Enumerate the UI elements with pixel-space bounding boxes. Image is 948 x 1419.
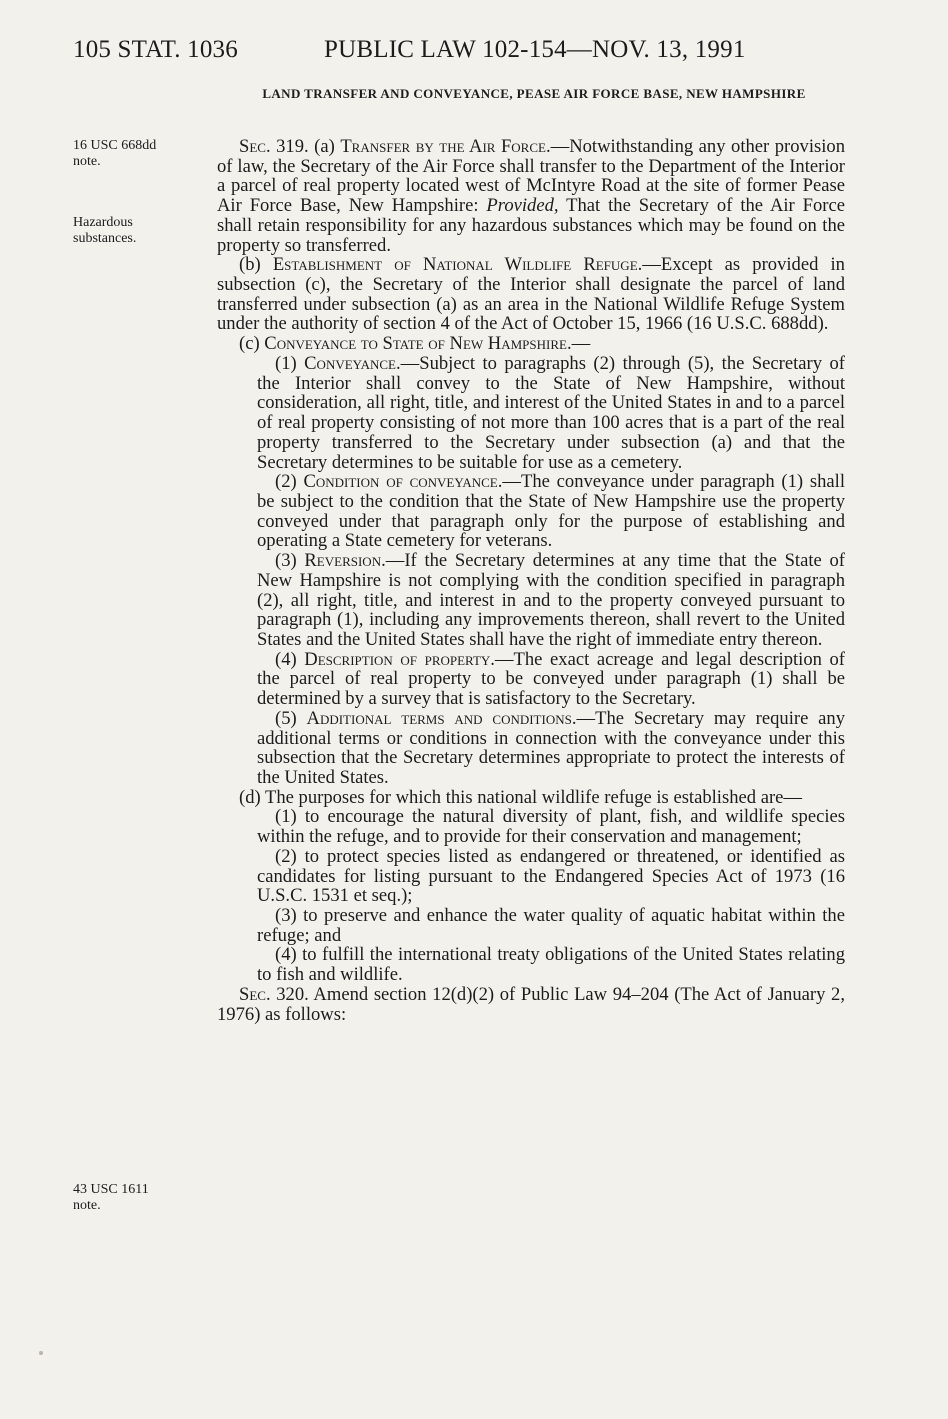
paragraph-label: (5) (275, 707, 307, 729)
section-label: Sec. (239, 136, 271, 157)
subsection-heading: Transfer by the Air Force (340, 136, 546, 157)
margin-note-hazardous (73, 215, 193, 247)
paragraph-319-c1 (217, 354, 845, 472)
paragraph-heading: Condition of conveyance (303, 471, 498, 493)
paragraph-label: (2) (275, 471, 304, 493)
paragraph-319-d4: (4) to fulfill the international treaty obligations of the United States relating to fish and wildlife. (257, 944, 845, 986)
paragraph-319-b (217, 255, 845, 334)
paragraph-heading: Description of property (304, 648, 491, 670)
paragraph-text: 320. Amend section 12(d)(2) of Public Law 94–204 (The Act of January 2, 1976) as follows: (217, 983, 845, 1025)
paragraph-label: (1) (275, 352, 305, 374)
margin-note-line: note. (73, 154, 101, 169)
subsection-label: (b) (239, 254, 273, 276)
paragraph-text: .—Notwithstanding any other provision of law, the Secretary of the Air Force shall transfer to the Department of the Interior a parcel of real property located west of McIntyre Road at the site of former Pease Air Force Base, New Hampshire: (217, 136, 845, 217)
paragraph-text: .—The conveyance under paragraph (1) shall be subject to the condition that the State of New Hampshire use the property conveyed under that paragraph only for the purpose of establishing and operating a State cemetery for veterans. (257, 471, 845, 552)
margin-note-line: substances. (73, 231, 137, 246)
paragraph-319-d3: (3) to preserve and enhance the water quality of aquatic habitat within the refuge; and (257, 905, 845, 946)
paragraph-319-c3 (217, 551, 845, 650)
paragraph-319-a (217, 137, 845, 255)
paragraph-text: .—Except as provided in subsection (c), the Secretary of the Interior shall designate the parcel of land transferred under subsection (a) as an area in the National Wildlife Refuge System under the authority of section 4 of the Act of October 15, 1966 (16 U.S.C. 688dd). (217, 254, 845, 335)
paragraph-label: (4) (275, 648, 305, 670)
section-heading: LAND TRANSFER AND CONVEYANCE, PEASE AIR FORCE BASE, NEW HAMPSHIRE (262, 86, 806, 101)
paragraph-text: .—Subject to paragraphs (2) through (5), the Secretary of the Interior shall convey to the State of New Hampshire, without consideration, all right, title, and interest of the United States in and to a parcel of real property consisting of not more than 100 acres that is a part of the real property transferred to the Secretary under subsection (a) and that the Secretary determines to be suitable for use as a cemetery. (257, 352, 845, 473)
public-law-citation: PUBLIC LAW 102-154—NOV. 13, 1991 (324, 36, 746, 63)
margin-note-line: note. (73, 1198, 101, 1213)
paragraph-319-d: (d) The purposes for which this national wildlife refuge is established are— (239, 786, 802, 808)
subsection-label: (c) (239, 333, 265, 355)
margin-note-line: Hazardous (73, 215, 133, 230)
paragraph-319-c5 (217, 709, 845, 788)
paragraph-319-c2 (217, 472, 845, 551)
scan-speck (39, 1351, 43, 1355)
paragraph-text: .— (566, 333, 591, 355)
subsection-heading: Establishment of National Wildlife Refuge (272, 254, 638, 276)
body-text (217, 137, 845, 1024)
paragraph-319-d1: (1) to encourage the natural diversity of plant, fish, and wildlife species within the refuge, and to provide for their conservation and management; (257, 806, 845, 848)
section-label: Sec. (239, 983, 271, 1005)
paragraph-heading: Reversion (304, 550, 382, 572)
paragraph-319-c4 (217, 650, 845, 709)
paragraph-heading: Additional terms and conditions (306, 707, 572, 729)
paragraph-text: That the Secretary of the Air Force shall retain responsibility for any hazardous substances which may be found on the property so transferred. (217, 195, 845, 256)
margin-note-line: 43 USC 1611 (73, 1182, 149, 1197)
paragraph-text: .—The Secretary may require any additional terms or conditions in connection with the conveyance under this subsection that the Secretary determines appropriate to protect the interests of the United States. (257, 707, 845, 788)
margin-note-usc-668dd (73, 138, 193, 170)
paragraph-319-c (217, 334, 845, 354)
margin-note-line: 16 USC 668dd (73, 138, 157, 153)
paragraph-text: .—The exact acreage and legal description of the parcel of real property to be conveyed under paragraph (1) shall be determined by a survey that is satisfactory to the Secretary. (257, 648, 845, 710)
paragraph-320 (217, 985, 845, 1024)
proviso-word: Provided, (486, 195, 559, 217)
subsection-heading: Conveyance to State of New Hampshire (264, 333, 567, 355)
paragraph-heading: Conveyance (304, 352, 396, 374)
margin-note-usc-1611 (73, 1182, 193, 1214)
paragraph-text: .—If the Secretary determines at any time that the State of New Hampshire is not complying with the condition specified in paragraph (2), all right, title, and interest in and to the property conveyed pursuant to paragraph (1), including any improvements thereon, shall revert to the United States and the United States shall have the right of immediate entry thereon. (257, 550, 845, 650)
paragraph-319-d2: (2) to protect species listed as endangered or threatened, or identified as candidates for listing pursuant to the Endangered Species Act of 1973 (16 U.S.C. 1531 et seq.); (257, 845, 845, 907)
paragraph-label: (3) (275, 550, 305, 572)
section-number: 319. (a) (270, 136, 341, 157)
statute-page-number: 105 STAT. 1036 (73, 36, 238, 63)
